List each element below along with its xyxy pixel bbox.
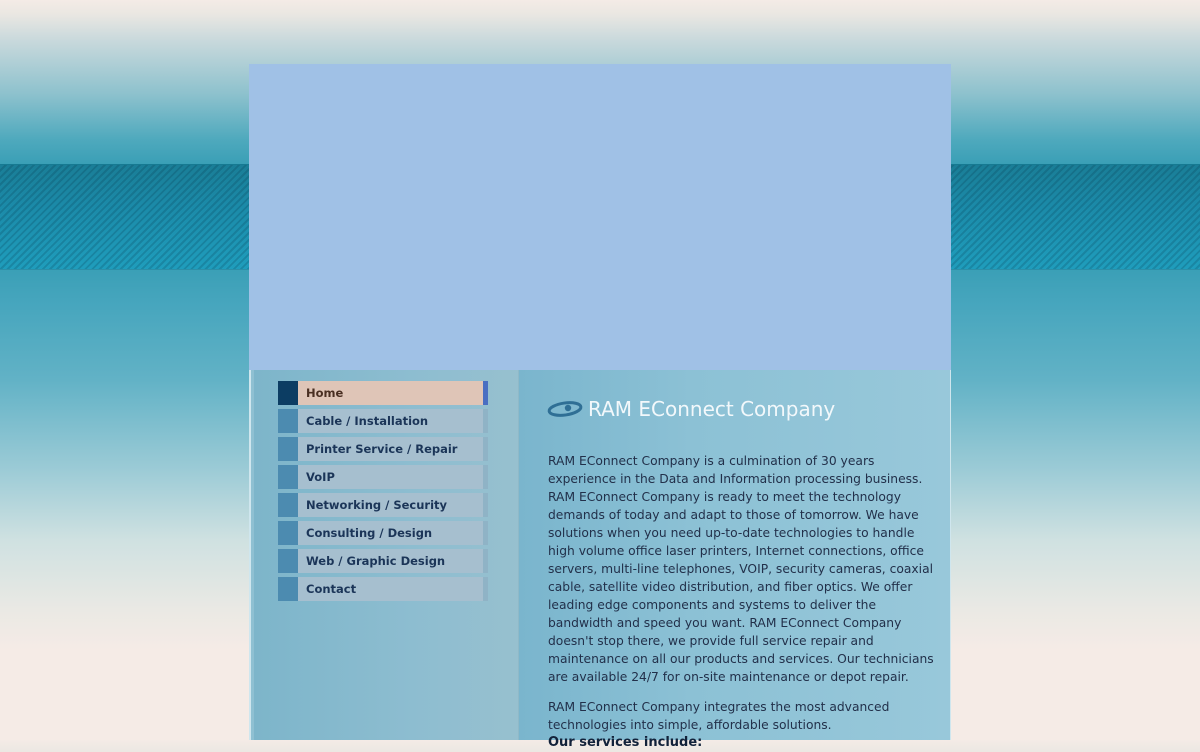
nav-item-label: Networking / Security — [298, 493, 488, 517]
nav-item-label: VoIP — [298, 465, 488, 489]
page-container — [249, 370, 951, 750]
nav-marker — [278, 549, 298, 573]
nav-item-label: Printer Service / Repair — [298, 437, 488, 461]
nav-item-label: Contact — [298, 577, 488, 601]
nav-item-cable-installation[interactable] — [278, 409, 488, 433]
main-navigation — [278, 381, 488, 605]
sidebar — [254, 370, 518, 740]
summary-paragraph: RAM EConnect Company integrates the most advanced technologies into simple, affordable solutions. — [548, 700, 890, 732]
intro-paragraph: RAM EConnect Company is a culmination of 30 years experience in the Data and Information processing business. RAM EConnect Company is ready to meet the technology demands of today and adapt to those of tomorrow. We have solutions when you need up-to-date technologies to handle high volume office laser printers, Internet connections, office servers, multi-line telephones, VOIP, security cameras, coaxial cable, satellite video distribution, and fiber optics. We offer leading edge components and systems to deliver the bandwidth and speed you want. RAM EConnect Company doesn't stop there, we provide full service repair and maintenance on all our products and services. Our technicians are available 24/7 for on-site maintenance or depot repair. — [548, 454, 934, 684]
nav-item-home[interactable] — [278, 381, 488, 405]
nav-item-label: Consulting / Design — [298, 521, 488, 545]
page-title-text: RAM EConnect Company — [588, 397, 836, 421]
nav-item-printer-service-repair[interactable] — [278, 437, 488, 461]
main-content — [518, 370, 950, 750]
nav-marker — [278, 577, 298, 601]
nav-marker — [278, 521, 298, 545]
nav-item-contact[interactable] — [278, 577, 488, 601]
nav-marker — [278, 381, 298, 405]
page-title — [548, 397, 835, 421]
nav-marker — [278, 465, 298, 489]
header-banner — [249, 64, 951, 370]
nav-item-label: Home — [298, 381, 488, 405]
nav-item-web-graphic-design[interactable] — [278, 549, 488, 573]
nav-item-label: Web / Graphic Design — [298, 549, 488, 573]
nav-marker — [278, 437, 298, 461]
nav-item-consulting-design[interactable] — [278, 521, 488, 545]
orbit-logo-icon — [548, 398, 584, 420]
nav-item-networking-security[interactable] — [278, 493, 488, 517]
nav-item-label: Cable / Installation — [298, 409, 488, 433]
nav-item-voip[interactable] — [278, 465, 488, 489]
body-text — [548, 452, 934, 752]
services-subheading: Our services include: — [548, 735, 703, 750]
nav-marker — [278, 409, 298, 433]
nav-marker — [278, 493, 298, 517]
